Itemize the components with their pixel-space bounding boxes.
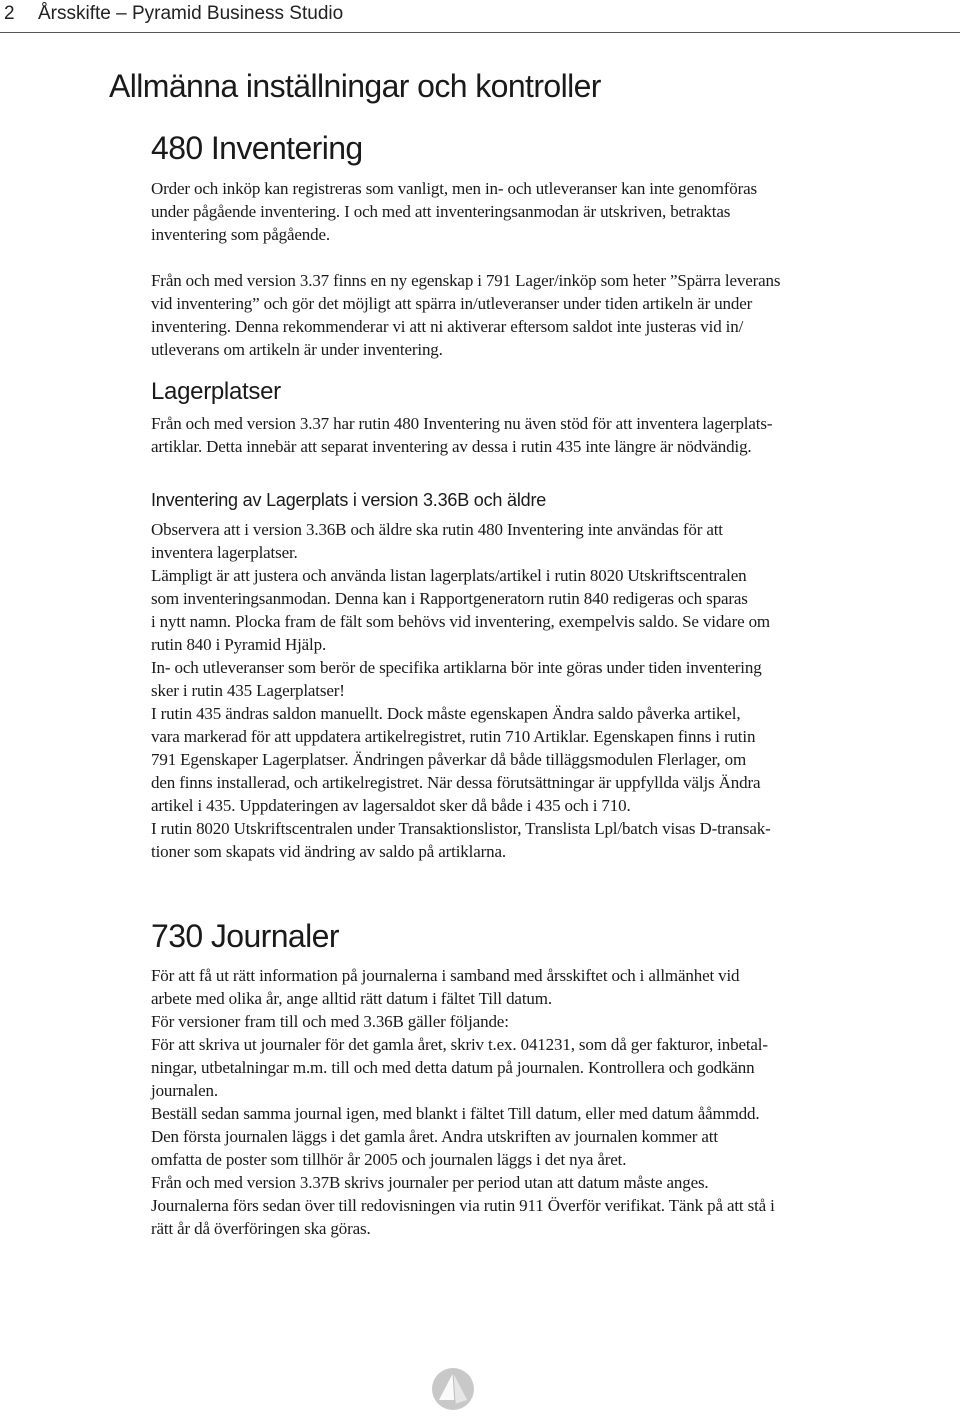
text-line: som inventeringsanmodan. Denna kan i Rapportgeneratorn rutin 840 redigeras och sparas xyxy=(151,589,748,608)
text-line: För att skriva ut journaler för det gamla året, skriv t.ex. 041231, som då ger fakturor, inbetal- xyxy=(151,1035,768,1054)
section-title-480: 480 Inventering xyxy=(151,130,363,166)
text-line: Lämpligt är att justera och använda listan lagerplats/artikel i rutin 8020 Utskriftscentralen xyxy=(151,566,747,585)
section-730-body xyxy=(151,964,881,1240)
text-line: Från och med version 3.37 finns en ny egenskap i 791 Lager/inköp som heter ”Spärra leverans xyxy=(151,271,781,290)
text-line: För att få ut rätt information på journalerna i samband med årsskiftet och i allmänhet vid xyxy=(151,966,740,985)
text-line: I rutin 435 ändras saldon manuellt. Dock måste egenskapen Ändra saldo påverka artikel, xyxy=(151,704,741,723)
text-line: I rutin 8020 Utskriftscentralen under Transaktionslistor, Translista Lpl/batch visas D-transak- xyxy=(151,819,771,838)
page-header xyxy=(0,0,960,33)
text-line: För versioner fram till och med 3.36B gäller följande: xyxy=(151,1012,509,1031)
page-number: 2 xyxy=(4,3,15,24)
text-line: ningar, utbetalningar m.m. till och med detta datum på journalen. Kontrollera och godkänn xyxy=(151,1058,755,1077)
text-line: inventering. Denna rekommenderar vi att ni aktiverar eftersom saldot inte justeras vid in/ xyxy=(151,317,744,336)
section-480-paragraph-2 xyxy=(151,269,881,361)
text-line: vid inventering” och gör det möjligt att spärra in/utleveranser under tiden artikeln är under xyxy=(151,294,753,313)
text-line: Order och inköp kan registreras som vanligt, men in- och utleveranser kan inte genomföras xyxy=(151,179,758,198)
text-line: artikel i 435. Uppdateringen av lagersaldot sker då både i 435 och i 710. xyxy=(151,796,631,815)
subsection-title-lagerplatser: Lagerplatser xyxy=(151,378,281,405)
subsection-title-inventering-lagerplats: Inventering av Lagerplats i version 3.36B och äldre xyxy=(151,490,547,510)
text-line: vara markerad för att uppdatera artikelregistret, rutin 710 Artiklar. Egenskapen finns i rutin xyxy=(151,727,756,746)
section-480-paragraph-1 xyxy=(151,177,881,246)
text-line: rätt år då överföringen ska göras. xyxy=(151,1219,371,1238)
text-line: journalen. xyxy=(151,1081,218,1100)
text-line: Observera att i version 3.36B och äldre ska rutin 480 Inventering inte användas för att xyxy=(151,520,723,539)
text-line: omfatta de poster som tillhör år 2005 och journalen läggs i det nya året. xyxy=(151,1150,627,1169)
text-line: Från och med version 3.37 har rutin 480 Inventering nu även stöd för att inventera lagerplats- xyxy=(151,414,773,433)
text-line: den finns installerad, och artikelregistret. När dessa förutsättningar är uppfyllda väljs Ändra xyxy=(151,773,761,792)
text-line: Den första journalen läggs i det gamla året. Andra utskriften av journalen kommer att xyxy=(151,1127,718,1146)
text-line: Beställ sedan samma journal igen, med blankt i fältet Till datum, eller med datum ååmmdd. xyxy=(151,1104,760,1123)
running-head: Årsskifte – Pyramid Business Studio xyxy=(38,3,344,24)
text-line: inventering som pågående. xyxy=(151,225,330,244)
text-line: Journalerna förs sedan över till redovisningen via rutin 911 Överför verifikat. Tänk på att stå i xyxy=(151,1196,775,1215)
text-line: i nytt namn. Plocka fram de fält som behövs vid inventering, exempelvis saldo. Se vidare om xyxy=(151,612,770,631)
text-line: rutin 840 i Pyramid Hjälp. xyxy=(151,635,327,654)
text-line: In- och utleveranser som berör de specifika artiklarna bör inte göras under tiden inventering xyxy=(151,658,762,677)
pyramid-logo-icon xyxy=(431,1367,475,1411)
inventering-lagerplats-body xyxy=(151,518,881,863)
section-title-730: 730 Journaler xyxy=(151,918,339,954)
text-line: utleverans om artikeln är under inventering. xyxy=(151,340,443,359)
text-line: arbete med olika år, ange alltid rätt datum i fältet Till datum. xyxy=(151,989,552,1008)
text-line: artiklar. Detta innebär att separat inventering av dessa i rutin 435 inte längre är nödvändig. xyxy=(151,437,752,456)
text-line: inventera lagerplatser. xyxy=(151,543,298,562)
chapter-title: Allmänna inställningar och kontroller xyxy=(109,68,601,104)
text-line: sker i rutin 435 Lagerplatser! xyxy=(151,681,345,700)
text-line: tioner som skapats vid ändring av saldo på artiklarna. xyxy=(151,842,506,861)
text-line: 791 Egenskaper Lagerplatser. Ändringen påverkar då både tilläggsmodulen Flerlager, om xyxy=(151,750,747,769)
lagerplatser-paragraph xyxy=(151,412,881,458)
text-line: Från och med version 3.37B skrivs journaler per period utan att datum måste anges. xyxy=(151,1173,709,1192)
text-line: under pågående inventering. I och med att inventeringsanmodan är utskriven, betraktas xyxy=(151,202,731,221)
